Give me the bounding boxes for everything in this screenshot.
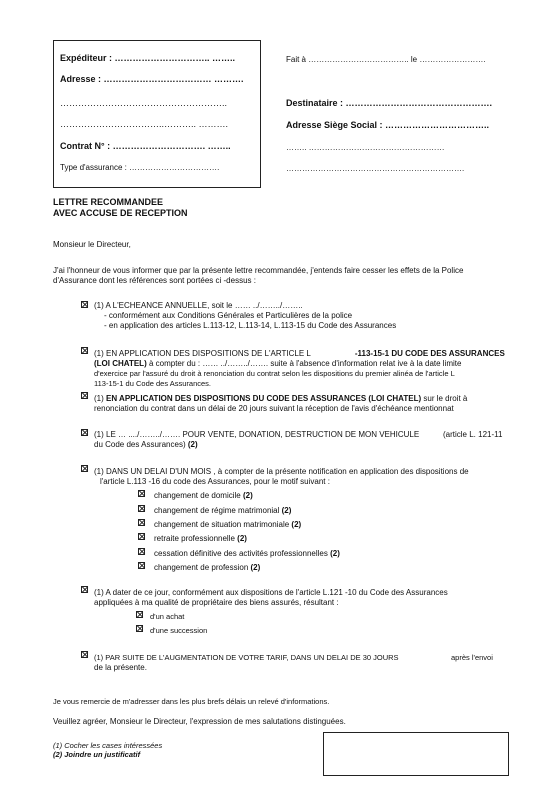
motif-label: cessation définitive des activités professionnelles xyxy=(154,549,331,558)
opt2-loi-chatel: (LOI CHATEL) xyxy=(94,359,147,368)
opt5-line-2: l'article L.113 -16 du code des Assurances, pour le motif suivant : xyxy=(100,477,330,486)
opt3-line-1-a: (1) xyxy=(94,394,106,403)
checkbox-delai-un-mois[interactable] xyxy=(81,465,88,472)
intro-line-1: J'ai l'honneur de vous informer que par la présente lettre recommandée, j'entends faire cesser les effets de la Police xyxy=(53,266,464,275)
motif-item xyxy=(154,491,253,501)
opt4-line-2-a: du Code des Assurances) xyxy=(94,440,188,449)
fait-a-field[interactable]: Fait à ……………………………….. le ……………………. xyxy=(286,55,486,64)
acquisition-item: d'un achat xyxy=(150,612,185,621)
footnote-2: (2) Joindre un justificatif xyxy=(53,750,141,759)
opt7-line-1: (1) PAR SUITE DE L'AUGMENTATION DE VOTRE TARIF, DANS UN DELAI DE 30 JOURS xyxy=(94,653,399,662)
opt7-line-2: de la présente. xyxy=(94,663,147,672)
motif-note: (2) xyxy=(281,506,292,515)
checkbox-changement-regime[interactable] xyxy=(138,505,145,512)
motif-note: (2) xyxy=(237,534,247,543)
right-line-2[interactable]: …………………………………………………………. xyxy=(286,164,465,173)
checkbox-changement-profession[interactable] xyxy=(138,562,145,569)
motif-label: retraite professionnelle xyxy=(154,534,238,543)
motif-note: (2) xyxy=(242,491,253,500)
motif-note: (2) xyxy=(330,549,340,558)
type-assurance-field[interactable]: Type d'assurance : ……………………………. xyxy=(60,163,220,172)
opt3-line-1 xyxy=(94,394,467,404)
opt3-line-1-b: EN APPLICATION DES DISPOSITIONS DU CODE DES ASSURANCES (LOI CHATEL) xyxy=(106,394,422,403)
heading-line-2: AVEC ACCUSE DE RECEPTION xyxy=(53,208,188,218)
checkbox-echeance-annuelle[interactable] xyxy=(81,301,88,308)
acquisition-item: d'une succession xyxy=(150,626,208,635)
motif-label: changement de domicile xyxy=(154,491,243,500)
motif-label: changement de situation matrimoniale xyxy=(154,520,292,529)
motif-item xyxy=(154,563,260,573)
opt4-line-2 xyxy=(94,440,198,450)
checkbox-retraite[interactable] xyxy=(138,533,145,540)
opt2-line-3: d'exercice par l'assuré du droit à renonciation du contrat selon les dispositions du premier alinéa de l'article L xyxy=(94,369,455,378)
opt7-line-1-right: après l'envoi xyxy=(451,653,493,662)
address-line-2[interactable]: ……………………………………………….. xyxy=(60,98,228,108)
adresse-field[interactable]: Adresse : ……………………………… ………. xyxy=(60,74,244,84)
opt2-line-4: 113-15-1 du Code des Assurances. xyxy=(94,379,212,388)
checkbox-succession[interactable] xyxy=(136,625,143,632)
opt3-line-1-c: sur le droit à xyxy=(421,394,468,403)
expediteur-field[interactable]: Expéditeur : ………………………….. …….. xyxy=(60,53,236,63)
opt1-bullet-2: - en application des articles L.113-12, L.113-14, L.113-15 du Code des Assurances xyxy=(104,321,397,330)
right-line-1[interactable]: …….. …………………………………………… xyxy=(286,143,445,152)
opt2-line-2 xyxy=(94,359,461,369)
closing-thanks: Je vous remercie de m'adresser dans les plus brefs délais un relevé d'informations. xyxy=(53,697,330,706)
motif-note: (2) xyxy=(291,520,302,529)
opt4-line-2-note: (2) xyxy=(187,440,198,449)
opt1-bullet-1: - conformément aux Conditions Générales et Particulières de la police xyxy=(104,311,353,320)
checkbox-cessation-activites[interactable] xyxy=(138,548,145,555)
checkbox-vente-vehicule[interactable] xyxy=(81,429,88,436)
heading-line-1: LETTRE RECOMMANDEE xyxy=(53,197,163,207)
opt4-line-1-right: (article L. 121-11 xyxy=(443,430,503,439)
motif-item xyxy=(154,506,291,516)
contrat-field[interactable]: Contrat N° : …………………………. …….. xyxy=(60,141,231,151)
opt5-line-1: (1) DANS UN DELAI D'UN MOIS , à compter de la présente notification en application des dispositions de xyxy=(94,467,469,476)
motif-label: changement de profession xyxy=(154,563,251,572)
checkbox-loi-chatel[interactable] xyxy=(81,392,88,399)
motif-item xyxy=(154,534,247,544)
destinataire-field[interactable]: Destinataire : …………………………………………. xyxy=(286,98,493,108)
motif-note: (2) xyxy=(250,563,261,572)
checkbox-proprietaire-biens[interactable] xyxy=(81,586,88,593)
adresse-siege-field[interactable]: Adresse Siège Social : …………………………….. xyxy=(286,120,490,130)
opt3-line-2: renonciation du contrat dans un délai de 20 jours suivant la réception de l'avis d'échéance mentionnat xyxy=(94,404,454,413)
opt2-line-2-b: à compter du : …… ../……../……. suite à l'absence d'information relat ive à la date limite xyxy=(146,359,462,368)
opt2-line-1 xyxy=(94,349,505,359)
opt4-line-1: (1) LE … ..../……../……. POUR VENTE, DONATION, DESTRUCTION DE MON VEHICULE xyxy=(94,430,420,439)
address-line-3[interactable]: ……………………………..……….. ………. xyxy=(60,119,229,129)
checkbox-changement-situation[interactable] xyxy=(138,519,145,526)
opt1-line-1: (1) A L'ECHEANCE ANNUELLE, soit le …… ../……../…….. xyxy=(94,301,303,310)
opt6-line-2: appliquées à ma qualité de propriétaire des biens assurés, résultant : xyxy=(94,598,339,607)
closing-regards: Veuillez agréer, Monsieur le Directeur, l'expression de mes salutations distinguées. xyxy=(53,717,346,726)
salutation: Monsieur le Directeur, xyxy=(53,240,131,249)
motif-label: changement de régime matrimonial xyxy=(154,506,282,515)
motif-item xyxy=(154,549,340,559)
opt6-line-1: (1) A dater de ce jour, conformément aux dispositions de l'article L.121 -10 du Code des Assurances xyxy=(94,588,448,597)
opt2-line-1-a: (1) EN APPLICATION DES DISPOSITIONS DE L'ARTICLE L xyxy=(94,349,311,358)
intro-line-2: d'Assurance dont les références sont portées ci -dessus : xyxy=(53,276,256,285)
checkbox-changement-domicile[interactable] xyxy=(138,490,145,497)
footnote-1: (1) Cocher les cases intéressées xyxy=(53,741,163,750)
checkbox-article-113-15-1[interactable] xyxy=(81,347,88,354)
opt2-line-1-b: -113-15-1 DU CODE DES ASSURANCES xyxy=(354,349,505,358)
checkbox-achat[interactable] xyxy=(136,611,143,618)
signature-box[interactable] xyxy=(323,732,509,776)
checkbox-augmentation-tarif[interactable] xyxy=(81,651,88,658)
motif-item xyxy=(154,520,301,530)
